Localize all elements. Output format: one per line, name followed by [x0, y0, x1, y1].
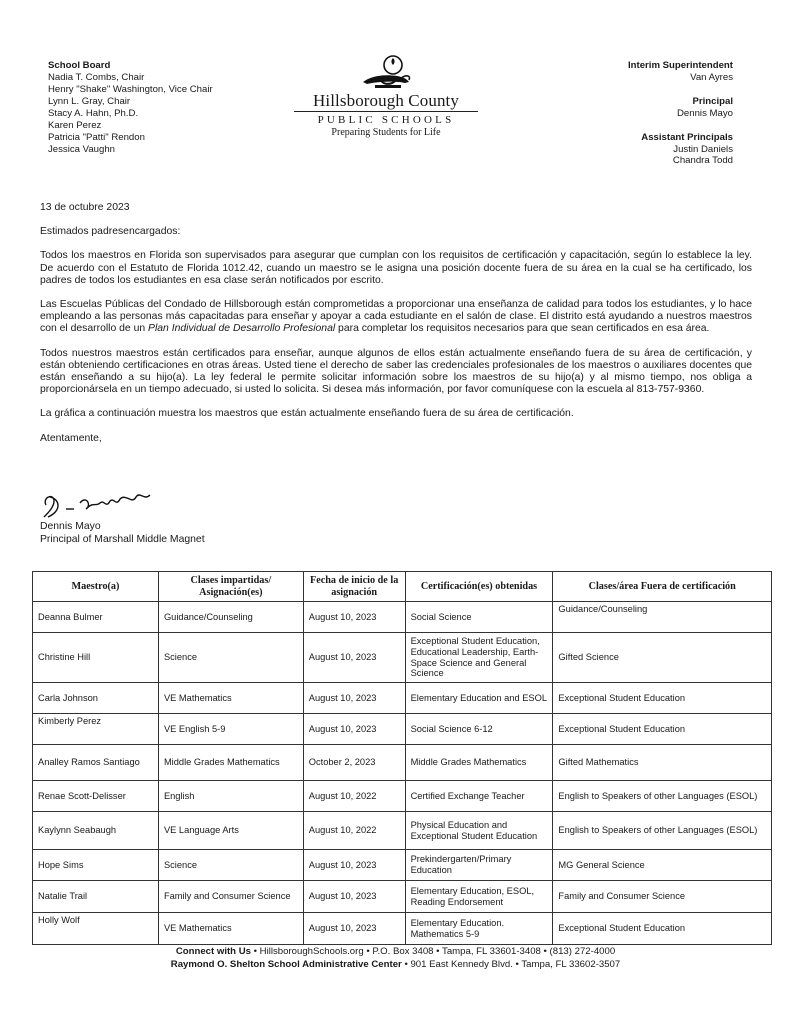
- certifications: Exceptional Student Education, Educational Leadership, Earth-Space Science and General Science: [405, 633, 553, 683]
- letter-date: 13 de octubre 2023: [40, 202, 130, 213]
- admin-center-name: Raymond O. Shelton School Administrative Center: [170, 958, 402, 970]
- column-header: Clases/área Fuera de certificación: [553, 572, 772, 602]
- board-member: Karen Perez: [48, 120, 102, 131]
- lamp-of-learning-icon: [357, 52, 415, 92]
- out-of-field-area: Exceptional Student Education: [553, 913, 772, 945]
- assigned-classes: Science: [158, 633, 303, 683]
- teacher-name: Christine Hill: [33, 633, 159, 683]
- administration-list: [533, 60, 733, 180]
- assigned-classes: VE Language Arts: [158, 812, 303, 850]
- admin-name: Van Ayres: [690, 71, 733, 83]
- admin-group-principal: [533, 96, 733, 119]
- admin-heading: Principal: [692, 96, 733, 107]
- start-date: August 10, 2023: [303, 714, 405, 745]
- table-row: [33, 683, 772, 714]
- paragraph-text: Las Escuelas Públicas del Condado de Hillsborough están comprometidas a proporcionar una enseñanza de calidad para todos los estudiantes, y lo hace empleando a las personas más capacitadas para enseñar y apoyar a cada estudiante en el salón de clase. El distrito está ayudando a nuestros maestros con el desarrollo de un: [40, 299, 752, 335]
- certifications: Physical Education and Exceptional Student Education: [405, 812, 553, 850]
- board-member: Jessica Vaughn: [48, 144, 116, 155]
- table-row: [33, 633, 772, 683]
- footer-contact-details: HillsboroughSchools.org • P.O. Box 3408 • Tampa, FL 33601-3408 • (813) 272-4000: [259, 946, 616, 957]
- out-of-field-area: Gifted Mathematics: [553, 745, 772, 781]
- start-date: October 2, 2023: [303, 745, 405, 781]
- out-of-field-area: Gifted Science: [553, 633, 772, 683]
- admin-heading: Assistant Principals: [641, 132, 733, 143]
- start-date: August 10, 2023: [303, 683, 405, 714]
- teacher-name: Analley Ramos Santiago: [33, 745, 159, 781]
- admin-group-assistant-principals: [533, 132, 733, 167]
- assigned-classes: Science: [158, 850, 303, 881]
- table-row: [33, 745, 772, 781]
- start-date: August 10, 2022: [303, 781, 405, 812]
- letter-body: [40, 202, 752, 445]
- teacher-name: Holly Wolf: [33, 913, 159, 945]
- column-header: Maestro(a): [33, 572, 159, 602]
- certifications: Middle Grades Mathematics: [405, 745, 553, 781]
- connect-label: Connect with Us: [175, 946, 251, 957]
- teacher-name: Carla Johnson: [33, 683, 159, 714]
- school-board-heading: School Board: [48, 60, 111, 71]
- certifications: Social Science: [405, 602, 553, 633]
- board-member: Stacy A. Hahn, Ph.D.: [48, 108, 139, 119]
- table-row: [33, 602, 772, 633]
- assigned-classes: Family and Consumer Science: [158, 881, 303, 913]
- out-of-field-area: Family and Consumer Science: [553, 881, 772, 913]
- certifications: Prekindergarten/Primary Education: [405, 850, 553, 881]
- handwritten-signature: [40, 487, 170, 523]
- certifications: Certified Exchange Teacher: [405, 781, 553, 812]
- out-of-field-area: Guidance/Counseling: [553, 602, 772, 633]
- assigned-classes: Guidance/Counseling: [158, 602, 303, 633]
- out-of-field-area: English to Speakers of other Languages (ESOL): [553, 781, 772, 812]
- assigned-classes: VE Mathematics: [158, 913, 303, 945]
- assigned-classes: Middle Grades Mathematics: [158, 745, 303, 781]
- signer-name: Dennis Mayo: [40, 521, 101, 532]
- board-member: Nadia T. Combs, Chair: [48, 72, 145, 83]
- school-board-list: [48, 60, 213, 156]
- table-header-row: [33, 572, 772, 602]
- letter-closing: Atentamente,: [40, 432, 102, 444]
- board-member: Henry "Shake" Washington, Vice Chair: [48, 84, 213, 95]
- column-header: Certificación(es) obtenidas: [405, 572, 553, 602]
- certifications: Social Science 6-12: [405, 714, 553, 745]
- letter-paragraph: [40, 299, 752, 336]
- start-date: August 10, 2023: [303, 850, 405, 881]
- start-date: August 10, 2023: [303, 602, 405, 633]
- letter-salutation: Estimados padresencargados:: [40, 226, 181, 238]
- assigned-classes: English: [158, 781, 303, 812]
- footer-address-line: [0, 959, 791, 972]
- out-of-field-teachers-table: [32, 571, 772, 945]
- assigned-classes: VE English 5-9: [158, 714, 303, 745]
- district-name: Hillsborough County: [294, 92, 478, 112]
- district-logo: [294, 52, 478, 139]
- board-member: Lynn L. Gray, Chair: [48, 96, 131, 107]
- table-row: [33, 714, 772, 745]
- letter-paragraph: La gráfica a continuación muestra los maestros que están actualmente enseñando fuera de su área de certificación.: [40, 408, 574, 420]
- teacher-name: Kimberly Perez: [33, 714, 159, 745]
- admin-name: Justin Daniels: [673, 143, 733, 155]
- plan-name: Plan Individual de Desarrollo Profesional: [148, 323, 336, 335]
- letter-paragraph: Todos los maestros en Florida son supervisados para asegurar que cumplan con los requisitos de certificación y capacitación, según lo establece la ley. De acuerdo con el Estatuto de Florida 1012.42, cuando un maestro se le asigna una posición docente fuera de su área en la cual se ha certificado, los padres de todos los estudiantes en esa clase serán notificados por escrito.: [40, 250, 752, 286]
- certifications: Elementary Education, ESOL, Reading Endorsement: [405, 881, 553, 913]
- start-date: August 10, 2023: [303, 633, 405, 683]
- table-row: [33, 850, 772, 881]
- admin-name: Chandra Todd: [672, 155, 733, 166]
- page-footer: [0, 946, 791, 971]
- teacher-name: Hope Sims: [33, 850, 159, 881]
- start-date: August 10, 2023: [303, 913, 405, 945]
- paragraph-text: para completar los requisitos necesarios para que sean certificados en esa área.: [335, 323, 710, 335]
- teacher-name: Deanna Bulmer: [33, 602, 159, 633]
- column-header: Clases impartidas/ Asignación(es): [158, 572, 303, 602]
- table-row: [33, 881, 772, 913]
- start-date: August 10, 2022: [303, 812, 405, 850]
- out-of-field-area: Exceptional Student Education: [553, 714, 772, 745]
- teacher-name: Natalie Trail: [33, 881, 159, 913]
- assigned-classes: VE Mathematics: [158, 683, 303, 714]
- district-subtitle: PUBLIC SCHOOLS: [317, 114, 455, 126]
- column-header: Fecha de inicio de la asignación: [303, 572, 405, 602]
- out-of-field-area: Exceptional Student Education: [553, 683, 772, 714]
- signer-title: Principal of Marshall Middle Magnet: [40, 534, 205, 545]
- out-of-field-area: English to Speakers of other Languages (ESOL): [553, 812, 772, 850]
- out-of-field-area: MG General Science: [553, 850, 772, 881]
- table-row: [33, 913, 772, 945]
- start-date: August 10, 2023: [303, 881, 405, 913]
- certifications: Elementary Education. Mathematics 5-9: [405, 913, 553, 945]
- letter-paragraph: Todos nuestros maestros están certificados para enseñar, aunque algunos de ellos están actualmente enseñando fuera de su área de certificación, y están obteniendo certificaciones en otras áreas. Usted tiene el derecho de saber las credenciales profesionales de los maestros o auxiliares docentes que están enseñando a su hijo(a). La ley federal le permite solicitar información sobre los maestros de su hijo(a) y al mismo tiempo, nos obliga a proporcionársela en un tiempo adecuado, si usted lo solicita. Si desea más información, por favor comuníquese con la escuela al 813-757-9360.: [40, 347, 752, 396]
- table-row: [33, 812, 772, 850]
- teacher-name: Kaylynn Seabaugh: [33, 812, 159, 850]
- certifications: Elementary Education and ESOL: [405, 683, 553, 714]
- admin-name: Dennis Mayo: [677, 107, 733, 119]
- admin-heading: Interim Superintendent: [627, 60, 733, 71]
- teacher-name: Renae Scott-Delisser: [33, 781, 159, 812]
- footer-address-details: • 901 East Kennedy Blvd. • Tampa, FL 33602-3507: [404, 958, 621, 970]
- district-tagline: Preparing Students for Life: [331, 127, 441, 138]
- table-row: [33, 781, 772, 812]
- footer-contact-line: Connect with Us • HillsboroughSchools.org • P.O. Box 3408 • Tampa, FL 33601-3408 • (813) 272-4000: [175, 946, 616, 957]
- signature-block: [40, 520, 205, 546]
- board-member: Patricia "Patti" Rendon: [48, 132, 145, 143]
- admin-group-superintendent: [533, 60, 733, 83]
